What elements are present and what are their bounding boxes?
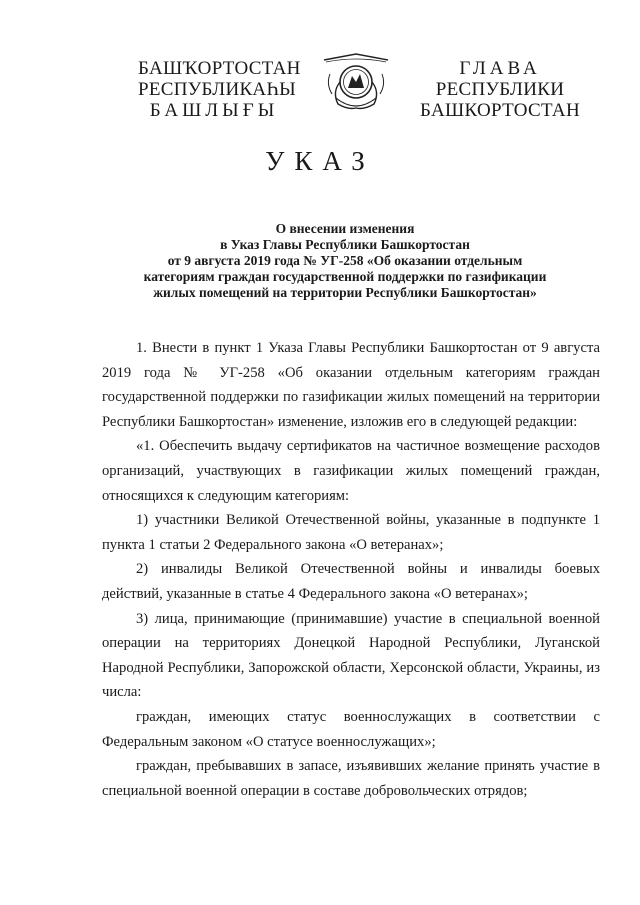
body-paragraph: 3) лица, принимающие (принимавшие) участие в специальной военной операции на территориях Донецкой Народной Республики, Луганской Народной Республики, Запорожской области, Херсонской области, Украины, из числа: [102,610,600,701]
header-left-line: БАШЛЫҒЫ [149,100,279,121]
body-paragraph: граждан, имеющих статус военнослужащих в соответствии с Федеральным законом «О статусе военнослужащих»; [102,708,600,750]
body-paragraph: 1. Внести в пункт 1 Указа Главы Республики Башкортостан от 9 августа 2019 года № УГ-258 «Об оказании отдельным категориям граждан государственной поддержки по газификации жилых помещений на территории Республики Башкортостан» изменение, изложив его в следующей редакции: [102,340,600,430]
coat-of-arms-emblem-icon [318,52,394,112]
header-right-line: ГЛАВА [459,58,541,79]
header-left-line: БАШҠОРТОСТАН [138,58,301,79]
title-line: от 9 августа 2019 года № УГ-258 «Об оказании отдельным [167,253,523,268]
document-type-heading: УКАЗ [265,146,375,176]
header-right [420,58,580,121]
document-body [102,336,600,803]
body-paragraph: граждан, пребывавших в запасе, изъявивших желание принять участие в специальной военной операции в составе добровольческих отрядов; [102,758,600,799]
header-right-line: БАШКОРТОСТАН [420,100,580,121]
title-line: в Указ Главы Республики Башкортостан [220,237,470,252]
body-paragraph: «1. Обеспечить выдачу сертификатов на частичное возмещение расходов организаций, участвующих в газификации жилых помещений граждан, относящихся к следующим категориям: [102,438,600,504]
header-right-line: РЕСПУБЛИКИ [435,79,565,100]
header-left-line: РЕСПУБЛИКАҺЫ [138,79,296,100]
title-line: категориям граждан государственной поддержки по газификации [143,269,547,284]
document-title [95,221,595,301]
body-paragraph: 2) инвалиды Великой Отечественной войны и инвалиды боевых действий, указанные в статье 4 Федерального закона «О ветеранах»; [102,561,600,602]
body-paragraph: 1) участники Великой Отечественной войны, указанные в подпункте 1 пункта 1 статьи 2 Федерального закона «О ветеранах»; [102,512,600,553]
header-left [138,58,301,121]
title-line: жилых помещений на территории Республики Башкортостан» [153,285,537,300]
title-line: О внесении изменения [275,221,415,236]
